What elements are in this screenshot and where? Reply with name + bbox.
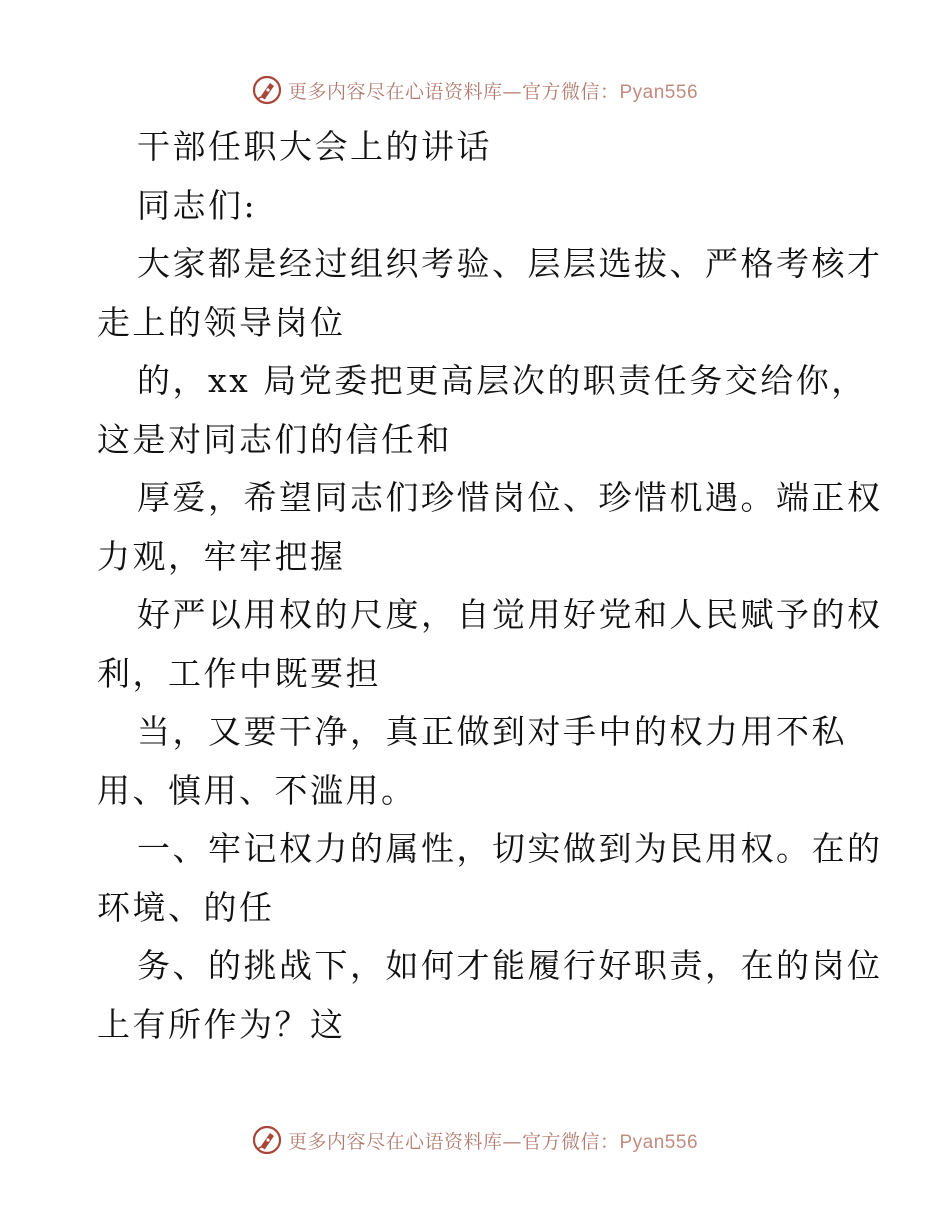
watermark-text: 更多内容尽在心语资料库—官方微信：Pyan556 bbox=[287, 80, 699, 103]
wechat-id: Pyan556 bbox=[619, 1131, 699, 1153]
paragraph-line: 环境、的任 bbox=[97, 887, 275, 927]
pen-nib-logo-icon bbox=[252, 1125, 282, 1155]
salutation: 同志们: bbox=[137, 185, 258, 225]
watermark-text: 更多内容尽在心语资料库—官方微信：Pyan556 bbox=[287, 1130, 699, 1153]
wechat-id: Pyan556 bbox=[619, 81, 699, 103]
paragraph-line: 大家都是经过组织考验、层层选拔、严格考核才 bbox=[137, 244, 883, 283]
document-title: 干部任职大会上的讲话 bbox=[137, 127, 492, 166]
paragraph-line: 好严以用权的尺度，自觉用好党和人民赋予的权 bbox=[137, 595, 883, 634]
paragraph-line: 这是对同志们的信任和 bbox=[97, 419, 452, 459]
paragraph-line: 力观，牢牢把握 bbox=[97, 536, 346, 576]
paragraph-line: 务、的挑战下，如何才能履行好职责，在的岗位 bbox=[137, 946, 883, 985]
paragraph-line: 走上的领导岗位 bbox=[97, 302, 346, 342]
watermark-banner-bottom bbox=[0, 1120, 950, 1160]
section-heading-line: 一、牢记权力的属性，切实做到为民用权。在的 bbox=[137, 829, 883, 868]
paragraph-line: 用、慎用、不滥用。 bbox=[97, 770, 417, 810]
watermark-banner-top bbox=[0, 70, 950, 110]
paragraph-line: 当，又要干净，真正做到对手中的权力用不私 bbox=[137, 712, 847, 751]
paragraph-line: 的，xx 局党委把更高层次的职责任务交给你， bbox=[137, 361, 867, 400]
paragraph-line: 上有所作为？这 bbox=[97, 1004, 346, 1044]
paragraph-line: 厚爱，希望同志们珍惜岗位、珍惜机遇。端正权 bbox=[137, 478, 883, 517]
paragraph-line: 利，工作中既要担 bbox=[97, 653, 381, 693]
pen-nib-logo-icon bbox=[252, 75, 282, 105]
document-body bbox=[97, 118, 883, 1054]
